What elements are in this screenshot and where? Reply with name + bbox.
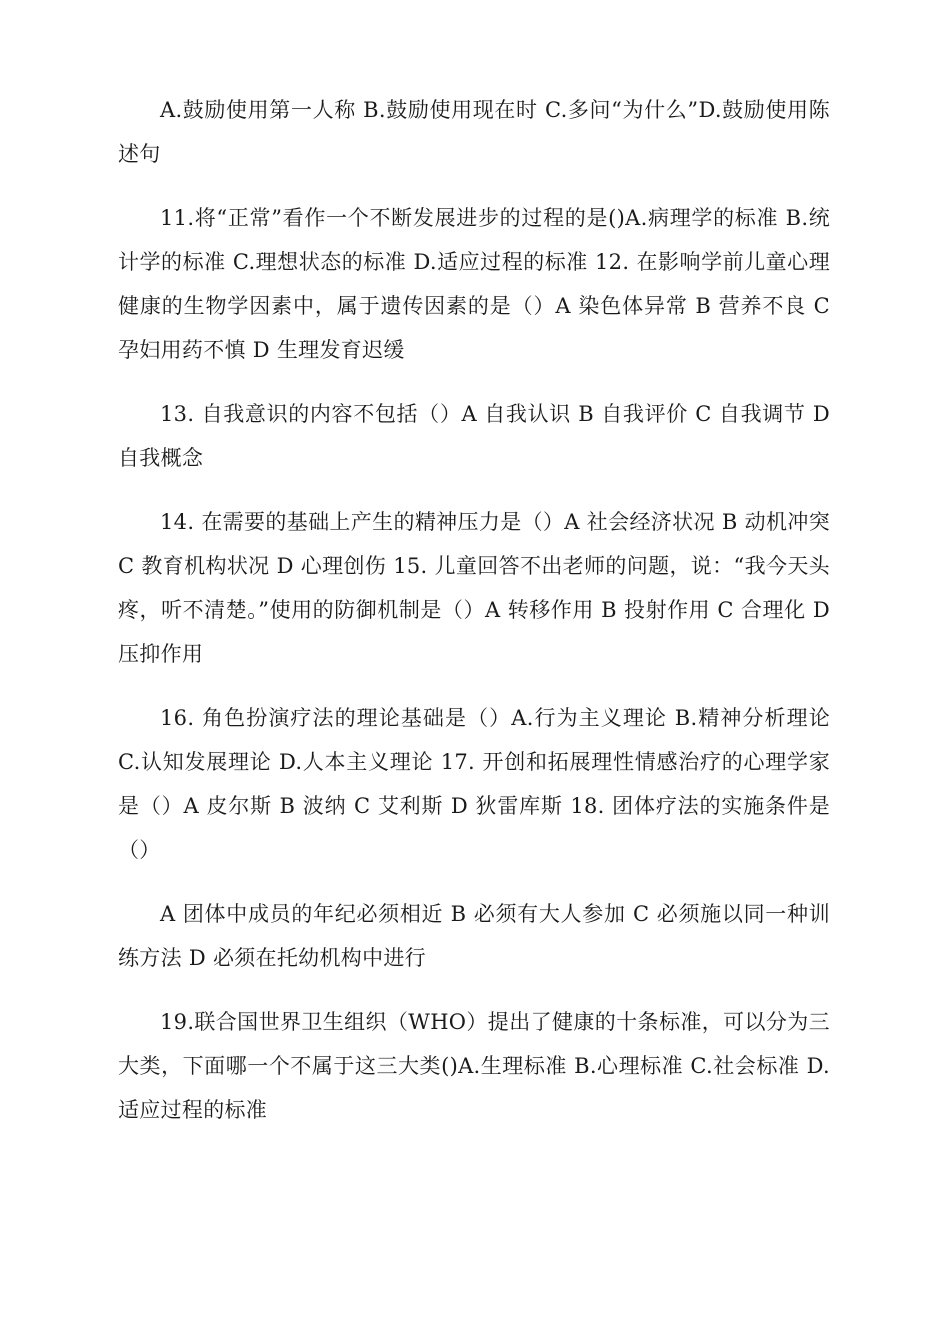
paragraph-question-13: 13. 自我意识的内容不包括（）A 自我认识 B 自我评价 C 自我调节 D 自我概念 — [118, 402, 830, 470]
paragraph-question-19: 19.联合国世界卫生组织（WHO）提出了健康的十条标准，可以分为三大类，下面哪一个不属于这三大类()A.生理标准 B.心理标准 C.社会标准 D.适应过程的标准 — [118, 1010, 830, 1122]
document-page — [118, 88, 830, 1152]
paragraph-questions-16-18: 16. 角色扮演疗法的理论基础是（）A.行为主义理论 B.精神分析理论 C.认知发展理论 D.人本主义理论 17. 开创和拓展理性情感治疗的心理学家是（）A 皮尔斯 B 波纳 C 艾利斯 D 狄雷库斯 18. 团体疗法的实施条件是（） — [118, 706, 830, 862]
paragraph-questions-11-12: 11.将“正常”看作一个不断发展进步的过程的是()A.病理学的标准 B.统计学的标准 C.理想状态的标准 D.适应过程的标准 12. 在影响学前儿童心理健康的生物学因素中，属于遗传因素的是（）A 染色体异常 B 营养不良 C 孕妇用药不慎 D 生理发育迟缓 — [118, 206, 830, 362]
paragraph-questions-14-15: 14. 在需要的基础上产生的精神压力是（）A 社会经济状况 B 动机冲突 C 教育机构状况 D 心理创伤 15. 儿童回答不出老师的问题，说：“我今天头疼，听不清楚。”使用的防御机制是（）A 转移作用 B 投射作用 C 合理化 D 压抑作用 — [118, 510, 830, 666]
paragraph-options-18: A 团体中成员的年纪必须相近 B 必须有大人参加 C 必须施以同一种训练方法 D 必须在托幼机构中进行 — [118, 902, 830, 970]
paragraph-options-10: A.鼓励使用第一人称 B.鼓励使用现在时 C.多问“为什么”D.鼓励使用陈述句 — [118, 98, 830, 166]
